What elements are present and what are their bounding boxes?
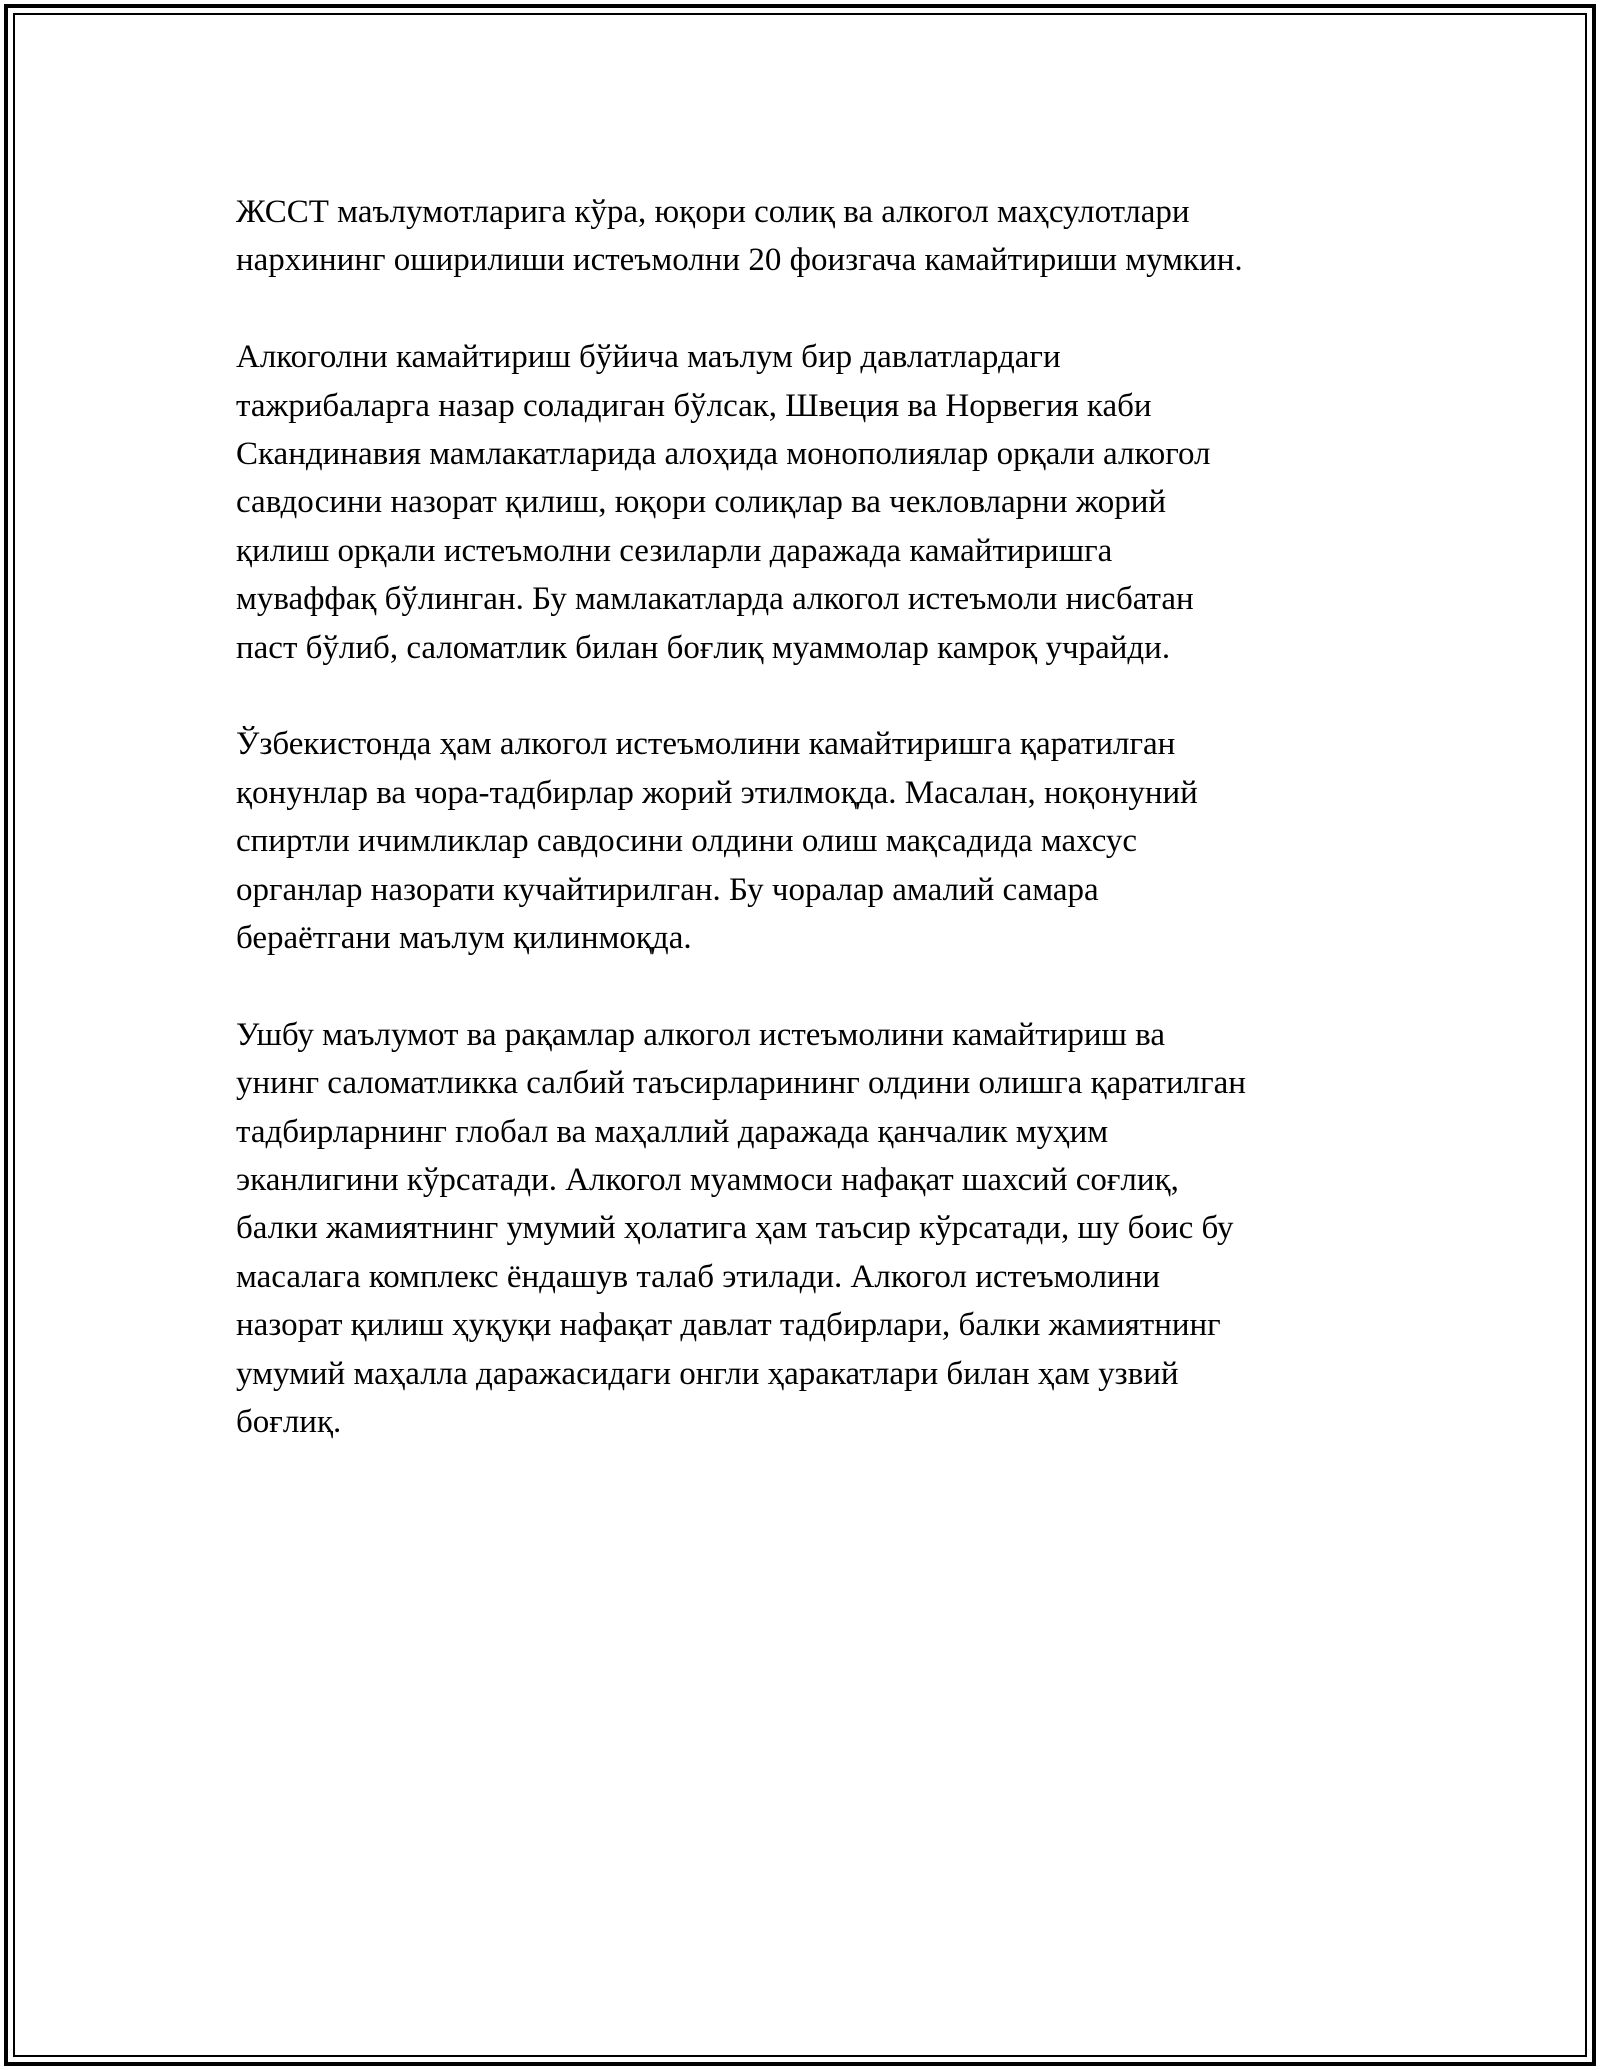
text-line: боғлиқ. (236, 1404, 342, 1441)
text-line: Скандинавия мамлакатларида алоҳида монополиялар орқали алкогол (236, 436, 1211, 473)
text-line: ЖССТ маълумотларига кўра, юқори солиқ ва алкогол маҳсулотлари (236, 194, 1190, 230)
text-line: органлар назорати кучайтирилган. Бу чоралар амалий самара (236, 871, 1099, 908)
text-line: Алкоголни камайтириш бўйича маълум бир давлатлардаги (236, 339, 1061, 376)
paragraph-1 (236, 188, 1366, 285)
paragraph-4 (236, 1011, 1366, 1447)
text-line: умумий маҳалла даражасидаги онгли ҳаракатлари билан ҳам узвий (236, 1355, 1179, 1392)
text-line: бераётгани маълум қилинмоқда. (236, 920, 692, 957)
text-line: эканлигини кўрсатади. Алкогол муаммоси нафақат шахсий соғлиқ, (236, 1162, 1179, 1199)
text-line: масалага комплекс ёндашув талаб этилади. Алкогол истеъмолини (236, 1258, 1161, 1295)
document-body (236, 188, 1366, 1495)
text-line: савдосини назорат қилиш, юқори солиқлар ва чекловларни жорий (236, 484, 1167, 521)
text-line: Ушбу маълумот ва рақамлар алкогол истеъмолини камайтириш ва (236, 1016, 1165, 1053)
text-line: назорат қилиш ҳуқуқи нафақат давлат тадбирлари, балки жамиятнинг (236, 1307, 1221, 1344)
text-line: унинг саломатликка салбий таъсирларининг олдини олишга қаратилган (236, 1065, 1246, 1102)
text-line: тадбирларнинг глобал ва маҳаллий даражада қанчалик муҳим (236, 1113, 1109, 1150)
text-line: муваффақ бўлинган. Бу мамлакатларда алкогол истеъмоли нисбатан (236, 581, 1194, 618)
text-line: қилиш орқали истеъмолни сезиларли даражада камайтиришга (236, 532, 1113, 569)
text-line: Ўзбекистонда ҳам алкогол истеъмолини камайтиришга қаратилган (236, 726, 1176, 763)
text-line: паст бўлиб, саломатлик билан боғлиқ муаммолар камроқ учрайди. (236, 629, 1171, 666)
text-line: тажрибаларга назар соладиган бўлсак, Швеция ва Норвегия каби (236, 387, 1152, 424)
text-line: балки жамиятнинг умумий ҳолатига ҳам таъсир кўрсатади, шу боис бу (236, 1210, 1234, 1247)
text-line: нархининг оширилиши истеъмолни 20 фоизгача камайтириши мумкин. (236, 242, 1243, 279)
text-line: спиртли ичимликлар савдосини олдини олиш мақсадида махсус (236, 823, 1138, 860)
paragraph-3 (236, 720, 1366, 962)
paragraph-2 (236, 333, 1366, 672)
text-line: қонунлар ва чора-тадбирлар жорий этилмоқда. Масалан, ноқонуний (236, 774, 1198, 811)
